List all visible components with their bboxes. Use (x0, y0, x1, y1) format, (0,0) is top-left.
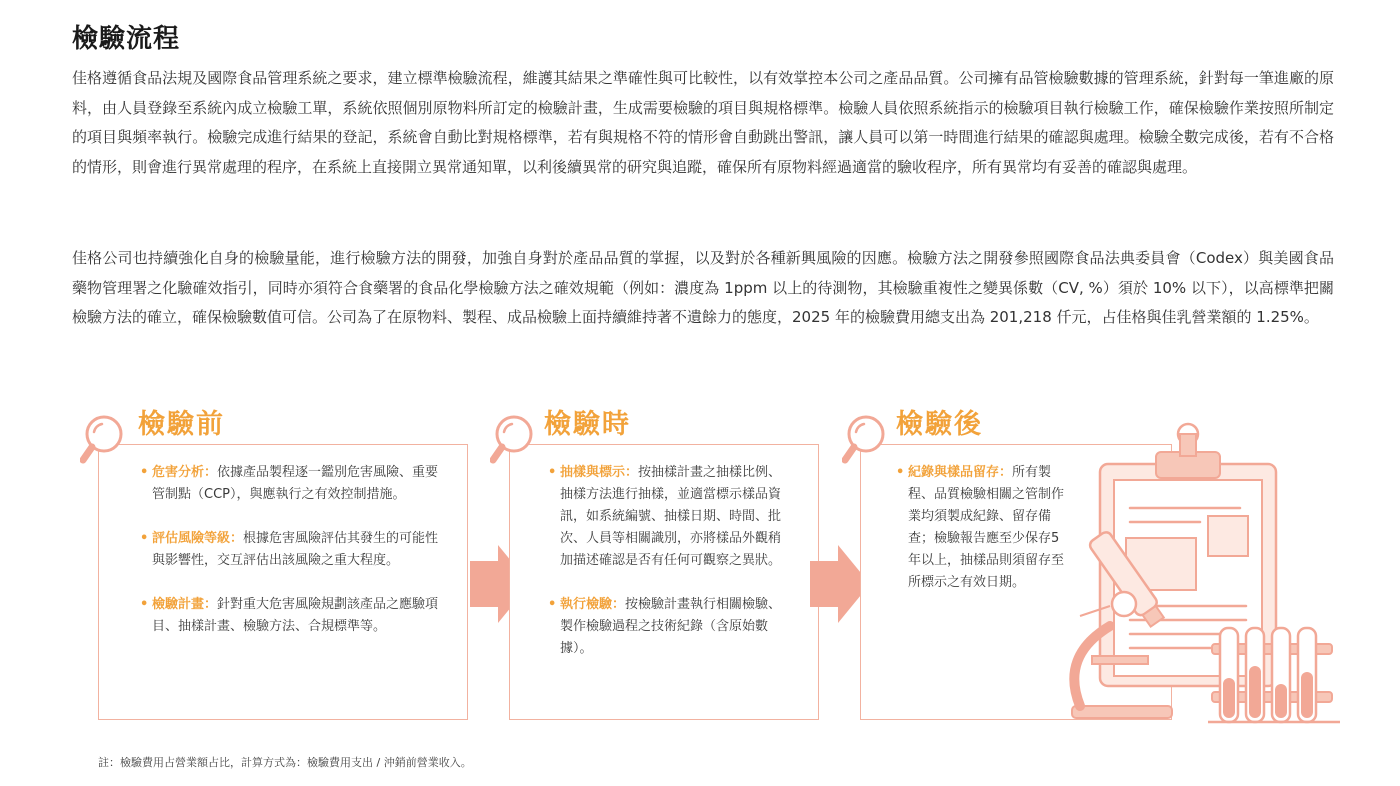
item-heading: 危害分析： (152, 465, 218, 480)
list-item (548, 462, 788, 572)
bullet: • (140, 597, 149, 612)
item-text: 依據產品製程逐一鑑別危害風險、重要管制點（CCP），與應執行之有效控制措施。 (152, 465, 439, 502)
item-heading: 抽樣與標示： (560, 465, 639, 480)
stage-items-before (140, 462, 440, 660)
stage-title-before: 檢驗前 (134, 402, 229, 441)
item-text: 按檢驗計畫執行相關檢驗、製作檢驗過程之技術紀錄（含原始數據）。 (560, 597, 782, 656)
list-item (140, 594, 440, 638)
item-text: 根據危害風險評估其發生的可能性與影響性，交互評估出該風險之重大程度。 (152, 531, 439, 568)
item-heading: 執行檢驗： (560, 597, 626, 612)
item-text: 所有製程、品質檢驗相關之管制作業均須製成紀錄、留存備查；檢驗報告應至少保存5年以上，抽樣品則須留存至所標示之有效日期。 (908, 465, 1065, 590)
paragraph-inspection-capacity: 佳格公司也持續強化自身的檢驗量能，進行檢驗方法的開發，加強自身對於產品品質的掌握，以及對於各種新興風險的因應。檢驗方法之開發參照國際食品法典委員會（Codex）與美國食品藥物管理署之化驗確效指引，同時亦須符合食藥署的食品化學檢驗方法之確效規範（例如：濃度為 1ppm 以上的待測物，其檢驗重複性之變異係數（CV, %）須於 10% 以下），以高標準把關檢驗方法的確立，確保檢驗數值可信。公司為了在原物料、製程、成品檢驗上面持續維持著不遺餘力的態度，2025 年的檢驗費用總支出為 201,218 仟元，占佳格與佳乳營業額的 1.25%。 (72, 249, 1334, 326)
bullet: • (140, 465, 149, 480)
stage-title-after: 檢驗後 (892, 402, 987, 441)
item-text: 針對重大危害風險規劃該產品之應驗項目、抽樣計畫、檢驗方法、合規標準等。 (152, 597, 439, 634)
list-item (548, 594, 788, 660)
item-heading: 檢驗計畫： (152, 597, 218, 612)
bullet: • (896, 465, 905, 480)
bullet: • (140, 531, 149, 546)
bullet: • (548, 465, 557, 480)
stage-title-during: 檢驗時 (540, 402, 635, 441)
bullet: • (548, 597, 557, 612)
page-title: 檢驗流程 (72, 24, 181, 54)
list-item (140, 462, 440, 506)
paragraph-inspection-process: 佳格遵循食品法規及國際食品管理系統之要求，建立標準檢驗流程，維護其結果之準確性與可比較性，以有效掌控本公司之產品品質。公司擁有品管檢驗數據的管理系統，針對每一筆進廠的原料，由人員登錄至系統內成立檢驗工單，系統依照個別原物料所訂定的檢驗計畫，生成需要檢驗的項目與規格標準。檢驗人員依照系統指示的檢驗項目執行檢驗工作，確保檢驗作業按照所制定的項目與頻率執行。檢驗完成進行結果的登記，系統會自動比對規格標準，若有與規格不符的情形會自動跳出警訊，讓人員可以第一時間進行結果的確認與處理。檢驗全數完成後，若有不合格的情形，則會進行異常處理的程序，在系統上直接開立異常通知單，以利後續異常的研究與追蹤，確保所有原物料經過適當的驗收程序，所有異常均有妥善的確認與處理。 (72, 69, 1334, 176)
clipboard-lab-illustration (1040, 416, 1350, 736)
stage-items-during (548, 462, 788, 682)
list-item (140, 528, 440, 572)
item-heading: 紀錄與樣品留存： (908, 465, 1013, 480)
magnifier-icon (80, 410, 140, 472)
item-text: 按抽樣計畫之抽樣比例、抽樣方法進行抽樣，並適當標示樣品資訊，如系統編號、抽樣日期、時間、批次、人員等相關識別，亦將樣品外觀稍加描述確認是否有任何可觀察之異狀。 (560, 465, 782, 568)
item-heading: 評估風險等級： (152, 531, 244, 546)
footnote: 註：檢驗費用占營業額占比，計算方式為：檢驗費用支出 / 沖銷前營業收入。 (98, 756, 472, 769)
